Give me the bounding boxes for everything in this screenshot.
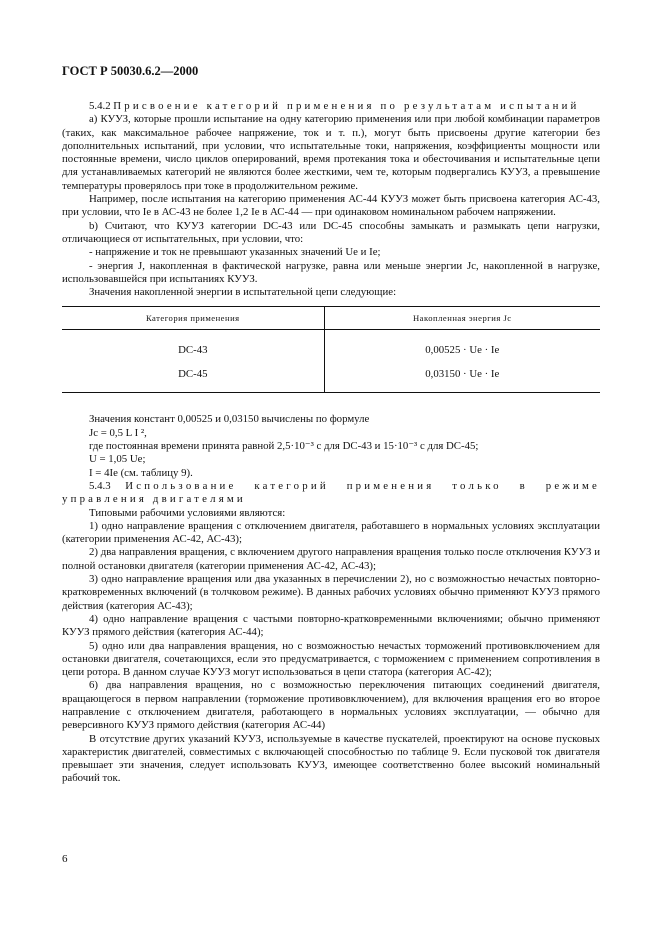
list-item: - энергия J, накопленная в фактической нагрузке, равна или меньше энергии Jc, накопленной в нагрузке, использовавшейся при испытаниях КУУЗ. (62, 259, 600, 285)
paragraph: где постоянная времени принята равной 2,5·10⁻³ с для DC-43 и 15·10⁻³ с для DC-45; (89, 440, 479, 453)
list-item: 6) два направления вращения, но с возможностью переключения питающих соединений двигателя, вращающегося в первом направлении (торможение противовключением), для включения вращения его во второе направление с отключением двигателя, работающего в нормальных условиях эксплуатации, — обычно для реверсивного КУУЗ прямого действия (категория АС-44) (62, 679, 600, 732)
section-543-heading (62, 480, 600, 507)
table-cell: DC-45 (62, 362, 324, 393)
formula-line: U = 1,05 Ue; (89, 453, 146, 466)
table-header-row (62, 307, 600, 330)
table-row (62, 330, 600, 363)
section-title: Использование категорий применения только в режиме управления двигателями (62, 479, 600, 506)
page-number: 6 (62, 853, 68, 865)
document-header: ГОСТ Р 50030.6.2—2000 (62, 64, 199, 78)
list-item: 1) одно направление вращения с отключением двигателя, работавшего в нормальных условиях эксплуатации (категории применения АС-42, АС-43); (62, 519, 600, 546)
table-row (62, 362, 600, 393)
list-item: 4) одно направление вращения с частыми повторно-кратковременными включениями; обычно применяют КУУЗ прямого действия (категория АС-44); (62, 612, 600, 639)
list-item: - напряжение и ток не превышают указанных значений Ue и Ie; (89, 246, 381, 259)
list-item: 3) одно направление вращения или два указанных в перечислении 2), но с возможностью нечастых повторно-кратковременных включений (в толчковом режиме). В данных рабочих условиях обычно применяют КУУЗ прямого действия (категория АС-43); (62, 573, 600, 612)
paragraph: а) КУУЗ, которые прошли испытание на одну категорию применения или при любой комбинации параметров (таких, как максимальное рабочее напряжение, ток и т. п.), могут быть присвоены другие категории без дополнительных испытаний, при условии, что испытательные токи, напряжения, коэффициенты мощности или постоянные времени, число циклов оперирований, время протекания тока и обесточивания и испытательные цепи для устанавливаемых категорий не являются более жесткими, чем те, которым подвергались КУУЗ, а превышение температуры проверялось при токе в продолжительном режиме. (62, 113, 600, 192)
section-title: Присвоение категорий применения по результатам испытаний (113, 100, 580, 112)
paragraph: Например, после испытания на категорию применения АС-44 КУУЗ может быть присвоена категория АС-43, при условии, что Ie в АС-43 не более 1,2 Ie в АС-44 — при одинаковом номинальном рабочем напряжении. (62, 193, 600, 219)
paragraph: b) Считают, что КУУЗ категории DC-43 или DC-45 способны замыкать и размыкать цепи нагрузки, отличающиеся от испытательных, при условии, что: (62, 219, 600, 245)
table-cell: 0,00525 · Ue · Ie (324, 330, 600, 363)
list-item: 2) два направления вращения, с включением другого направления вращения только после отключения КУУЗ и полной остановки двигателя (категории применения АС-42, АС-43); (62, 546, 600, 572)
energy-table (62, 306, 600, 393)
section-number: 5.4.3 (89, 479, 111, 492)
table-header-cell: Накопленная энергия Jc (324, 307, 600, 330)
formula-line: I = 4Ie (см. таблицу 9). (89, 466, 193, 479)
paragraph: Типовыми рабочими условиями являются: (89, 506, 286, 519)
section-542-heading (62, 100, 600, 113)
table-cell: 0,03150 · Ue · Ie (324, 362, 600, 393)
list-item: 5) одно или два направления вращения, но с возможностью нечастых торможений противовключением для остановки двигателя, сочетающихся, если это предусматривается, с торможением с применением сопротивления в цепи ротора. В данном случае КУУЗ могут использоваться в цепи статора (категория АС-42); (62, 639, 600, 679)
table-header-cell: Категория применения (62, 307, 324, 330)
paragraph: В отсутствие других указаний КУУЗ, используемые в качестве пускателей, проектируют на основе пусковых характеристик двигателей, совместимых с включающей способностью по таблице 9. Если пусковой ток двигателя превышает эти значения, следует использовать КУУЗ, имеющее соответственно более высокий номинальный рабочий ток. (62, 732, 600, 785)
document-body (62, 100, 600, 786)
paragraph: Значения констант 0,00525 и 0,03150 вычислены по формуле (89, 413, 370, 426)
table-cell: DC-43 (178, 343, 208, 356)
section-number: 5.4.2 (89, 100, 111, 112)
paragraph: Значения накопленной энергии в испытательной цепи следующие: (89, 286, 397, 299)
formula: Jc = 0,5 L I ², (89, 426, 147, 439)
